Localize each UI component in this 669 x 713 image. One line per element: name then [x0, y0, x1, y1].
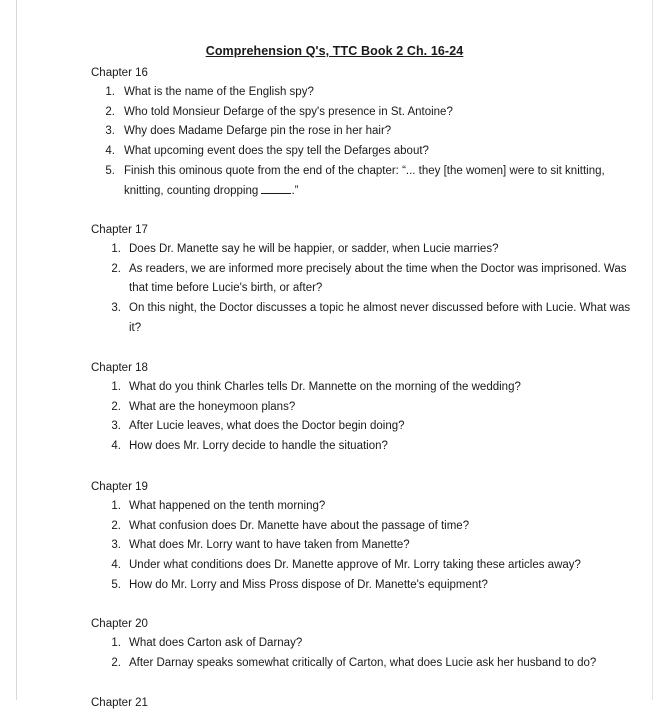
- question-list: [91, 634, 631, 673]
- fill-in-blank: [261, 182, 291, 194]
- question-text: How does Mr. Lorry decide to handle the situation?: [129, 440, 388, 453]
- question-item: [91, 437, 631, 457]
- question-item: [91, 122, 631, 142]
- question-number: 3.: [111, 302, 121, 315]
- question-number: 1.: [111, 381, 121, 393]
- question-number: 3.: [105, 125, 115, 138]
- question-list: [91, 497, 631, 596]
- question-list: [91, 240, 631, 339]
- question-text: What upcoming event does the spy tell the Defarges about?: [124, 145, 429, 158]
- question-text: How do Mr. Lorry and Miss Pross dispose of Dr. Manette's equipment?: [129, 578, 488, 591]
- question-item: [91, 299, 631, 338]
- question-number: 4.: [105, 145, 115, 158]
- chapter-20-section: [91, 614, 631, 673]
- chapter-18-section: [91, 358, 631, 457]
- question-item: [91, 142, 631, 162]
- question-number: 2.: [111, 519, 121, 532]
- question-text: Does Dr. Manette say he will be happier, or sadder, when Lucie marries?: [129, 243, 499, 255]
- question-text: Who told Monsieur Defarge of the spy's presence in St. Antoine?: [124, 105, 453, 118]
- question-item: [91, 517, 631, 537]
- question-text: What happened on the tenth morning?: [129, 500, 326, 512]
- question-item: [91, 576, 631, 596]
- next-chapter-heading-cut-off: Chapter 21: [91, 697, 148, 709]
- question-number: 1.: [105, 86, 115, 98]
- question-text: What confusion does Dr. Manette have about the passage of time?: [129, 519, 470, 532]
- chapter-heading: Chapter 19: [91, 481, 148, 493]
- question-number: 5.: [111, 578, 121, 591]
- question-number: 1.: [111, 500, 121, 512]
- question-text: Under what conditions does Dr. Manette approve of Mr. Lorry taking these articles away?: [129, 559, 581, 572]
- question-item: [91, 536, 631, 556]
- question-text: What are the honeymoon plans?: [129, 400, 296, 413]
- question-item: [91, 398, 631, 418]
- question-text: After Lucie leaves, what does the Doctor begin doing?: [129, 420, 405, 433]
- chapter-17-section: [91, 220, 631, 339]
- question-list: [91, 83, 631, 201]
- question-number: 3.: [111, 539, 121, 552]
- question-item: [91, 634, 631, 654]
- question-number: 2.: [111, 656, 121, 669]
- question-number: 4.: [111, 440, 121, 453]
- question-number: 1.: [111, 243, 121, 255]
- question-text: What does Mr. Lorry want to have taken from Manette?: [129, 539, 410, 552]
- question-item: [91, 162, 631, 201]
- question-item: [91, 83, 631, 103]
- question-item: [91, 240, 631, 260]
- question-number: 5.: [105, 164, 115, 177]
- chapter-heading: Chapter 17: [91, 224, 148, 236]
- quote-end: .”: [291, 184, 299, 197]
- chapter-heading: Chapter 18: [91, 362, 148, 374]
- question-list: [91, 378, 631, 457]
- question-item: [91, 654, 631, 674]
- chapter-16-section: [91, 63, 631, 201]
- question-text: As readers, we are informed more precisely about the time when the Doctor was imprisoned. Was that time before Lucie's birth, or after?: [129, 262, 627, 295]
- question-text: Finish this ominous quote from the end of the chapter: “... they [the women] were to sit knitting, knitting, counting dropping: [124, 164, 605, 197]
- question-text: Why does Madame Defarge pin the rose in her hair?: [124, 125, 392, 138]
- document-title: Comprehension Q's, TTC Book 2 Ch. 16-24: [205, 44, 464, 58]
- question-text: After Darnay speaks somewhat critically of Carton, what does Lucie ask her husband to do?: [129, 656, 597, 669]
- question-text: On this night, the Doctor discusses a topic he almost never discussed before with Lucie. What was it?: [129, 302, 631, 334]
- question-item: [91, 378, 631, 398]
- chapter-19-section: [91, 477, 631, 596]
- question-number: 2.: [111, 400, 121, 413]
- question-item: [91, 260, 631, 299]
- question-number: 4.: [111, 559, 121, 572]
- question-item: [91, 556, 631, 576]
- question-item: [91, 417, 631, 437]
- question-number: 1.: [111, 637, 121, 649]
- question-text: What does Carton ask of Darnay?: [129, 637, 303, 649]
- question-text: What do you think Charles tells Dr. Mannette on the morning of the wedding?: [129, 381, 521, 393]
- question-text-with-blank: [124, 162, 631, 201]
- question-text: What is the name of the English spy?: [124, 86, 314, 98]
- question-number: 2.: [111, 262, 121, 275]
- page-right-edge: [652, 0, 653, 700]
- page-left-edge: [16, 0, 17, 700]
- question-number: 3.: [111, 420, 121, 433]
- question-item: [91, 497, 631, 517]
- chapter-heading: Chapter 20: [91, 618, 148, 630]
- question-item: [91, 103, 631, 123]
- question-number: 2.: [105, 105, 115, 118]
- chapter-heading: Chapter 16: [91, 67, 148, 79]
